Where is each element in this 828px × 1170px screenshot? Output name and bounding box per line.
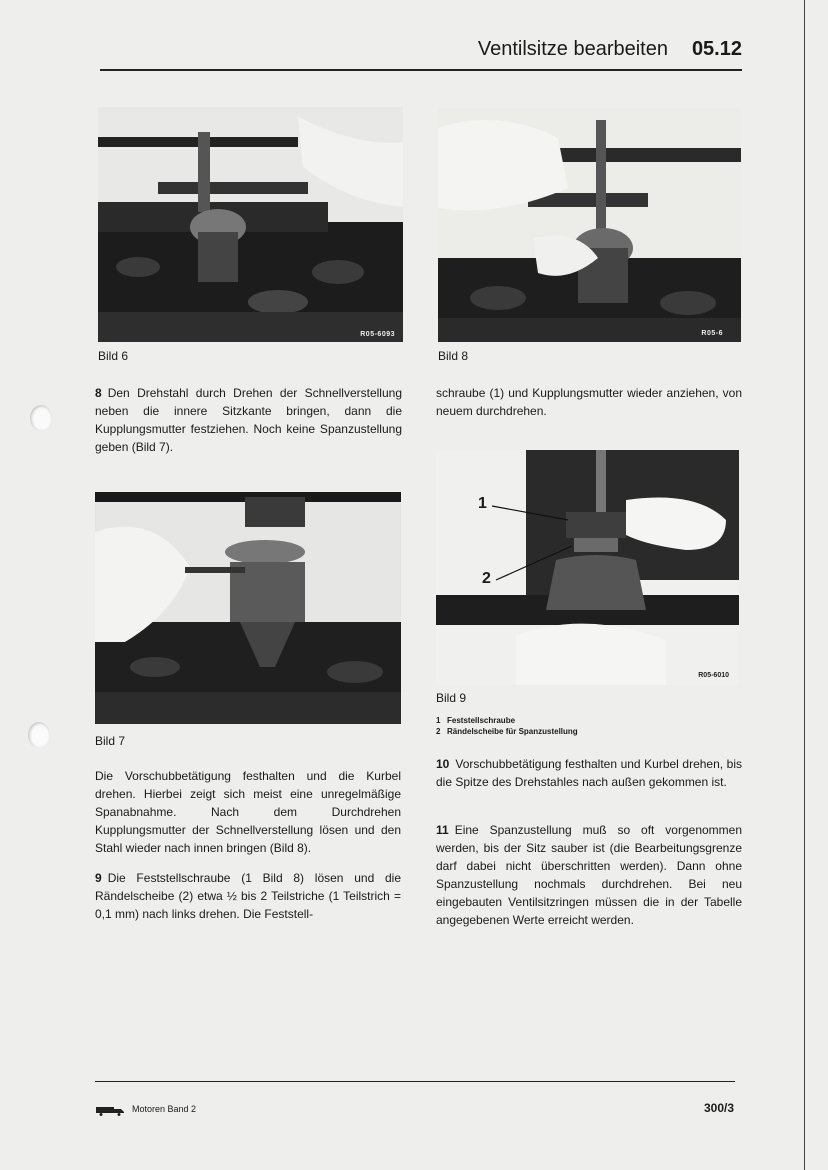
paragraph-9-number: 9 — [95, 871, 102, 885]
legend-item: 1 Feststellschraube — [436, 716, 516, 725]
paragraph-9 — [95, 869, 401, 923]
figure-legend — [436, 715, 578, 737]
section-number: 05.12 — [691, 38, 742, 60]
paragraph-11-text: Eine Spanzustellung muß so oft vorgenommen werden, bis der Sitz sauber ist (die Bearbeitungsgrenze darf dabei nicht überschritten werden). Dann ohne Spanzustellung nochmals durchdrehen. Bei neu eingebauten Ventilsitzringen müssen die in der Tabelle angegebenen Werte erreicht werden. — [436, 823, 742, 927]
caption-bild-9: Bild 9 — [436, 691, 467, 705]
caption-bild-7: Bild 7 — [95, 734, 126, 748]
paragraph-9-text: Die Feststellschraube (1 Bild 8) lösen und die Rändelscheibe (2) etwa ½ bis 2 Teilstriche (1 Teilstrich = 0,1 mm) nach links drehen. Die Feststell- — [95, 871, 401, 921]
figure-code-bild-6: R05-6093 — [360, 331, 395, 338]
paragraph-11-number: 11 — [436, 823, 449, 837]
footer-book-title: Motoren Band 2 — [132, 1104, 197, 1114]
photo-bild-6 — [98, 107, 403, 342]
paragraph-10 — [436, 755, 742, 791]
punch-hole-bottom — [28, 722, 50, 748]
caption-bild-6: Bild 6 — [98, 349, 129, 363]
paragraph-8-text: Den Drehstahl durch Drehen der Schnellverstellung neben die innere Sitzkante bringen, dann die Kupplungsmutter festziehen. Noch keine Spanzustellung geben (Bild 7). — [95, 386, 402, 454]
photo-bild-9 — [436, 450, 739, 685]
figure-code-bild-8: R05-6 — [701, 330, 723, 337]
page-title: Ventilsitze bearbeiten — [477, 38, 668, 60]
paragraph-10-number: 10 — [436, 757, 450, 771]
footer-rule — [95, 1081, 735, 1082]
truck-logo-icon — [96, 1103, 126, 1113]
paragraph-vorschub: Die Vorschubbetätigung festhalten und die Kurbel drehen. Hierbei zeigt sich meist eine unregelmäßige Spanabnahme. Nach dem Durchdrehen Kupplungsmutter der Schnellverstellung lösen und den Stahl wieder nach innen bringen (Bild 8). — [95, 769, 401, 855]
page-edge-line — [804, 0, 805, 1170]
paragraph-9-continued: schraube (1) und Kupplungsmutter wieder anziehen, von neuem durchdrehen. — [436, 386, 742, 418]
paragraph-8-number: 8 — [95, 386, 102, 400]
paragraph-10-text: Vorschubbetätigung festhalten und Kurbel drehen, bis die Spitze des Drehstahles nach außen gekommen ist. — [436, 757, 742, 789]
paragraph-8 — [95, 384, 402, 456]
callout-1: 1 — [478, 495, 487, 512]
footer-page-number: 300/3 — [703, 1101, 734, 1115]
caption-bild-8: Bild 8 — [438, 349, 469, 363]
punch-hole-top — [30, 405, 52, 431]
legend-item: 2 Rändelscheibe für Spanzustellung — [436, 727, 578, 736]
figure-code-bild-9: R05-6010 — [698, 672, 729, 679]
paragraph-11 — [436, 821, 742, 929]
header-rule — [100, 69, 742, 71]
photo-bild-7 — [95, 492, 401, 724]
photo-bild-8 — [438, 108, 741, 342]
callout-2: 2 — [482, 570, 491, 587]
